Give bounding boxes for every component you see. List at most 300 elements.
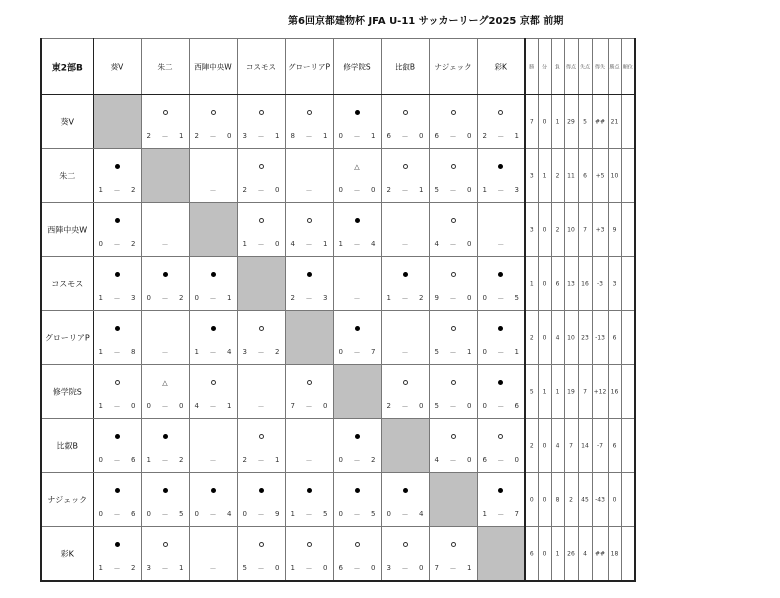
stat-cell bbox=[621, 473, 635, 527]
win-mark bbox=[115, 542, 120, 547]
score-left: 6 bbox=[482, 456, 487, 464]
result-symbol bbox=[238, 102, 285, 118]
score-left: 1 bbox=[146, 456, 151, 464]
score-dash: － bbox=[401, 187, 409, 195]
score-left: 0 bbox=[482, 294, 487, 302]
win-mark bbox=[355, 326, 360, 331]
stat-cell bbox=[578, 257, 592, 311]
score-right: 0 bbox=[467, 294, 472, 302]
match-result-cell bbox=[477, 95, 525, 149]
score bbox=[382, 564, 429, 574]
stat-value: 45 bbox=[581, 496, 589, 503]
score bbox=[430, 294, 477, 304]
result-symbol bbox=[238, 480, 285, 496]
stat-cell bbox=[578, 419, 592, 473]
stat-value: 18 bbox=[610, 550, 619, 557]
column-header-label: コスモス bbox=[246, 62, 276, 71]
stat-value: 21 bbox=[610, 118, 619, 125]
score-right: 0 bbox=[323, 564, 328, 572]
score-right: 5 bbox=[323, 510, 328, 518]
win-mark bbox=[498, 272, 503, 277]
match-result-cell bbox=[333, 95, 381, 149]
score-right: 0 bbox=[419, 132, 424, 140]
score-right: 1 bbox=[323, 132, 328, 140]
score-right: 0 bbox=[514, 456, 519, 464]
stat-cell bbox=[608, 311, 621, 365]
stat-cell bbox=[538, 527, 551, 582]
stat-value: 26 bbox=[567, 550, 575, 557]
score-right: 9 bbox=[275, 510, 280, 518]
stat-value: 1 bbox=[542, 172, 547, 179]
stat-cell bbox=[592, 311, 608, 365]
score bbox=[94, 240, 141, 250]
stat-value: 14 bbox=[581, 442, 589, 449]
match-result-cell bbox=[237, 149, 285, 203]
page-title: 第6回京都建物杯 JFA U-11 サッカーリーグ2025 京都 前期 bbox=[288, 16, 564, 27]
score bbox=[238, 348, 285, 358]
score-left: 0 bbox=[242, 510, 247, 518]
score-right: 1 bbox=[419, 186, 424, 194]
match-result-cell bbox=[141, 527, 189, 582]
score-dash: － bbox=[161, 457, 169, 465]
stat-value: 13 bbox=[567, 280, 575, 287]
stat-cell bbox=[578, 365, 592, 419]
score bbox=[94, 186, 141, 196]
score bbox=[478, 402, 525, 412]
result-symbol bbox=[190, 480, 237, 496]
stat-value: 0 bbox=[542, 226, 547, 233]
score-right: 2 bbox=[179, 456, 184, 464]
stat-header bbox=[621, 39, 635, 95]
score-dash: － bbox=[305, 241, 313, 249]
score-left: 0 bbox=[338, 348, 343, 356]
stat-cell bbox=[578, 527, 592, 582]
stat-cell bbox=[551, 473, 564, 527]
match-result-cell bbox=[429, 527, 477, 582]
no-game-cell bbox=[477, 203, 525, 257]
score-left: 4 bbox=[434, 240, 439, 248]
match-result-cell bbox=[477, 365, 525, 419]
stat-value: 0 bbox=[542, 334, 547, 341]
win-mark bbox=[307, 488, 312, 493]
loss-mark bbox=[259, 326, 264, 331]
match-result-cell bbox=[237, 95, 285, 149]
score bbox=[382, 402, 429, 412]
score-left: 6 bbox=[434, 132, 439, 140]
score-left: 0 bbox=[146, 510, 151, 518]
score-right: 2 bbox=[131, 186, 136, 194]
win-mark bbox=[355, 434, 360, 439]
match-result-cell bbox=[381, 527, 429, 582]
score-left: 0 bbox=[338, 456, 343, 464]
score bbox=[94, 294, 141, 304]
win-mark bbox=[355, 218, 360, 223]
score-right: 0 bbox=[467, 186, 472, 194]
stat-value: 6 bbox=[555, 280, 560, 287]
score-dash: － bbox=[209, 349, 217, 357]
score bbox=[478, 186, 525, 196]
table-row bbox=[41, 473, 635, 527]
stat-value: 7 bbox=[569, 442, 573, 449]
result-symbol bbox=[430, 534, 477, 550]
match-result-cell bbox=[141, 473, 189, 527]
match-result-cell bbox=[189, 473, 237, 527]
stat-cell bbox=[608, 149, 621, 203]
score-dash: － bbox=[353, 133, 361, 141]
stat-cell bbox=[592, 257, 608, 311]
match-result-cell bbox=[189, 365, 237, 419]
stat-value: 1 bbox=[529, 280, 534, 287]
row-header-label: 彩K bbox=[60, 549, 74, 558]
row-header-label: 西陣中央W bbox=[47, 225, 88, 234]
no-game-mark: － bbox=[497, 241, 505, 249]
result-symbol bbox=[286, 372, 333, 388]
score-left: 1 bbox=[98, 348, 103, 356]
score-right: 0 bbox=[371, 186, 376, 194]
no-game-mark: － bbox=[209, 565, 217, 573]
stat-cell bbox=[525, 419, 538, 473]
stat-cell bbox=[525, 311, 538, 365]
result-symbol bbox=[238, 534, 285, 550]
loss-mark bbox=[451, 326, 456, 331]
score-right: 1 bbox=[179, 132, 184, 140]
score-left: 6 bbox=[338, 564, 343, 572]
loss-mark bbox=[403, 380, 408, 385]
no-game-mark: － bbox=[401, 349, 409, 357]
score bbox=[238, 564, 285, 574]
row-header-team bbox=[41, 257, 93, 311]
score-dash: － bbox=[497, 295, 505, 303]
stat-header bbox=[608, 39, 621, 95]
loss-mark bbox=[259, 218, 264, 223]
no-game-mark: － bbox=[305, 187, 313, 195]
row-header-label: ナジェック bbox=[47, 495, 88, 504]
diagonal-cell bbox=[381, 419, 429, 473]
stat-cell bbox=[578, 473, 592, 527]
score-left: 0 bbox=[482, 348, 487, 356]
stat-cell bbox=[525, 95, 538, 149]
score-right: 0 bbox=[179, 402, 184, 410]
stat-value: 2 bbox=[569, 496, 573, 503]
score bbox=[142, 564, 189, 574]
score bbox=[142, 132, 189, 142]
result-symbol bbox=[334, 318, 381, 334]
match-result-cell bbox=[93, 473, 141, 527]
stat-value: 2 bbox=[529, 442, 534, 449]
score-dash: － bbox=[449, 565, 457, 573]
score bbox=[382, 510, 429, 520]
score-right: 0 bbox=[275, 240, 280, 248]
score-left: 0 bbox=[482, 402, 487, 410]
loss-mark bbox=[211, 110, 216, 115]
stat-value: 10 bbox=[567, 334, 575, 341]
stat-value: ## bbox=[594, 118, 606, 125]
score-left: 1 bbox=[98, 294, 103, 302]
score bbox=[238, 240, 285, 250]
win-mark bbox=[259, 488, 264, 493]
match-result-cell bbox=[477, 311, 525, 365]
score-dash: － bbox=[257, 133, 265, 141]
win-mark bbox=[498, 380, 503, 385]
score-right: 1 bbox=[514, 132, 519, 140]
score bbox=[478, 132, 525, 142]
result-symbol bbox=[142, 264, 189, 280]
stat-cell bbox=[608, 419, 621, 473]
result-symbol bbox=[382, 534, 429, 550]
score-dash: － bbox=[353, 349, 361, 357]
match-result-cell bbox=[381, 365, 429, 419]
win-mark bbox=[115, 218, 120, 223]
score bbox=[190, 510, 237, 520]
stat-cell bbox=[551, 311, 564, 365]
score-right: 2 bbox=[131, 564, 136, 572]
match-result-cell bbox=[381, 257, 429, 311]
stat-cell bbox=[538, 149, 551, 203]
score bbox=[94, 456, 141, 466]
score bbox=[334, 240, 381, 250]
stat-cell bbox=[525, 149, 538, 203]
score-left: 2 bbox=[146, 132, 151, 140]
stat-cell bbox=[621, 149, 635, 203]
stat-cell bbox=[525, 203, 538, 257]
score bbox=[142, 456, 189, 466]
score-left: 0 bbox=[146, 402, 151, 410]
match-result-cell bbox=[141, 257, 189, 311]
stat-cell bbox=[621, 95, 635, 149]
loss-mark bbox=[307, 218, 312, 223]
result-symbol bbox=[238, 210, 285, 226]
match-result-cell bbox=[285, 257, 333, 311]
score bbox=[430, 132, 477, 142]
match-result-cell bbox=[93, 419, 141, 473]
no-game-cell bbox=[381, 203, 429, 257]
result-symbol bbox=[334, 210, 381, 226]
stat-header bbox=[525, 39, 538, 95]
stat-cell bbox=[564, 365, 578, 419]
result-symbol bbox=[382, 264, 429, 280]
row-header-label: 比叡B bbox=[56, 441, 78, 450]
score-dash: － bbox=[401, 565, 409, 573]
score-right: 1 bbox=[227, 294, 232, 302]
match-result-cell bbox=[93, 527, 141, 582]
score-dash: － bbox=[449, 403, 457, 411]
match-result-cell bbox=[381, 149, 429, 203]
stat-value: 29 bbox=[567, 118, 575, 125]
stat-value: 5 bbox=[529, 388, 534, 395]
row-header-team bbox=[41, 95, 93, 149]
column-header-team bbox=[237, 39, 285, 95]
score-right: 1 bbox=[467, 348, 472, 356]
score bbox=[334, 348, 381, 358]
match-result-cell bbox=[477, 473, 525, 527]
result-symbol bbox=[286, 210, 333, 226]
stat-cell bbox=[608, 95, 621, 149]
score-dash: － bbox=[209, 403, 217, 411]
stat-cell bbox=[564, 473, 578, 527]
score-dash: － bbox=[161, 133, 169, 141]
result-symbol bbox=[430, 102, 477, 118]
column-header-label: 比叡B bbox=[394, 62, 416, 71]
score-right: 3 bbox=[323, 294, 328, 302]
score bbox=[238, 132, 285, 142]
stat-cell bbox=[578, 95, 592, 149]
stat-cell bbox=[621, 203, 635, 257]
score-right: 0 bbox=[227, 132, 232, 140]
score bbox=[142, 510, 189, 520]
loss-mark bbox=[259, 434, 264, 439]
loss-mark bbox=[163, 110, 168, 115]
stat-value: 1 bbox=[555, 118, 560, 125]
match-result-cell bbox=[93, 257, 141, 311]
score bbox=[142, 402, 189, 412]
stat-header-label: 得失 bbox=[594, 64, 605, 70]
score-dash: － bbox=[401, 403, 409, 411]
stat-header-label: 負 bbox=[554, 64, 560, 70]
score bbox=[286, 240, 333, 250]
result-symbol bbox=[238, 318, 285, 334]
no-game-cell bbox=[333, 257, 381, 311]
stat-value: 3 bbox=[612, 280, 617, 287]
result-symbol bbox=[142, 534, 189, 550]
table-row bbox=[41, 419, 635, 473]
loss-mark bbox=[451, 380, 456, 385]
win-mark bbox=[498, 164, 503, 169]
result-symbol bbox=[478, 426, 525, 442]
score-left: 2 bbox=[386, 186, 391, 194]
score-right: 1 bbox=[323, 240, 328, 248]
stat-value: 4 bbox=[555, 442, 560, 449]
stat-cell bbox=[525, 365, 538, 419]
row-header-team bbox=[41, 419, 93, 473]
stat-value: 0 bbox=[612, 496, 617, 503]
score-left: 1 bbox=[290, 564, 295, 572]
match-result-cell bbox=[429, 95, 477, 149]
score-left: 4 bbox=[194, 402, 199, 410]
result-symbol bbox=[286, 264, 333, 280]
score bbox=[478, 294, 525, 304]
match-result-cell bbox=[477, 419, 525, 473]
score-right: 3 bbox=[514, 186, 519, 194]
score-dash: － bbox=[497, 349, 505, 357]
result-symbol bbox=[142, 426, 189, 442]
result-symbol bbox=[94, 210, 141, 226]
score-dash: － bbox=[113, 349, 121, 357]
score bbox=[94, 402, 141, 412]
match-result-cell bbox=[381, 473, 429, 527]
score-dash: － bbox=[353, 187, 361, 195]
score-right: 4 bbox=[419, 510, 424, 518]
win-mark bbox=[498, 488, 503, 493]
stat-value: 0 bbox=[542, 550, 547, 557]
result-symbol bbox=[94, 534, 141, 550]
stat-cell bbox=[538, 419, 551, 473]
score-left: 3 bbox=[146, 564, 151, 572]
table-row bbox=[41, 527, 635, 582]
stat-value: 0 bbox=[542, 280, 547, 287]
column-header-label: 葵V bbox=[110, 62, 124, 71]
result-symbol bbox=[190, 102, 237, 118]
diagonal-cell bbox=[141, 149, 189, 203]
win-mark bbox=[163, 434, 168, 439]
stat-cell bbox=[538, 203, 551, 257]
match-result-cell bbox=[429, 365, 477, 419]
score-dash: － bbox=[353, 457, 361, 465]
result-symbol bbox=[478, 480, 525, 496]
win-mark bbox=[403, 272, 408, 277]
score-left: 1 bbox=[482, 186, 487, 194]
result-symbol bbox=[334, 534, 381, 550]
result-symbol bbox=[430, 264, 477, 280]
group-name-cell bbox=[41, 39, 93, 95]
stat-cell bbox=[621, 365, 635, 419]
no-game-cell bbox=[381, 311, 429, 365]
score-right: 0 bbox=[467, 402, 472, 410]
score bbox=[382, 132, 429, 142]
win-mark bbox=[307, 272, 312, 277]
no-game-cell bbox=[189, 419, 237, 473]
match-result-cell bbox=[333, 203, 381, 257]
score-left: 0 bbox=[338, 186, 343, 194]
stat-cell bbox=[608, 365, 621, 419]
result-symbol bbox=[286, 102, 333, 118]
score-dash: － bbox=[257, 457, 265, 465]
result-symbol bbox=[94, 318, 141, 334]
score-dash: － bbox=[449, 187, 457, 195]
result-symbol bbox=[94, 372, 141, 388]
no-game-cell bbox=[189, 149, 237, 203]
score-right: 4 bbox=[227, 510, 232, 518]
score-dash: － bbox=[497, 457, 505, 465]
match-result-cell bbox=[189, 95, 237, 149]
loss-mark bbox=[403, 164, 408, 169]
stat-cell bbox=[578, 149, 592, 203]
score-dash: － bbox=[113, 187, 121, 195]
stat-value: 2 bbox=[555, 226, 560, 233]
stat-value: 8 bbox=[555, 496, 560, 503]
loss-mark bbox=[259, 110, 264, 115]
score bbox=[94, 564, 141, 574]
score-left: 1 bbox=[338, 240, 343, 248]
win-mark bbox=[163, 272, 168, 277]
result-symbol bbox=[430, 156, 477, 172]
no-game-cell bbox=[237, 365, 285, 419]
stat-cell bbox=[538, 473, 551, 527]
score-dash: － bbox=[497, 403, 505, 411]
header-row bbox=[41, 39, 635, 95]
score-left: 0 bbox=[98, 510, 103, 518]
score-left: 5 bbox=[434, 402, 439, 410]
stat-cell bbox=[551, 203, 564, 257]
score-right: 7 bbox=[371, 348, 376, 356]
score-left: 7 bbox=[290, 402, 295, 410]
stat-value: 4 bbox=[555, 334, 560, 341]
stat-header-label: 分 bbox=[541, 64, 547, 70]
score-left: 0 bbox=[338, 510, 343, 518]
win-mark bbox=[115, 272, 120, 277]
score bbox=[334, 132, 381, 142]
win-mark bbox=[115, 326, 120, 331]
score-right: 1 bbox=[275, 132, 280, 140]
stat-value: 1 bbox=[555, 550, 560, 557]
stat-value: ## bbox=[594, 550, 606, 557]
stat-header-label: 勝点 bbox=[609, 64, 620, 70]
score-left: 1 bbox=[98, 402, 103, 410]
score bbox=[190, 402, 237, 412]
score-dash: － bbox=[113, 457, 121, 465]
stat-header bbox=[564, 39, 578, 95]
score-left: 5 bbox=[242, 564, 247, 572]
result-symbol bbox=[334, 102, 381, 118]
